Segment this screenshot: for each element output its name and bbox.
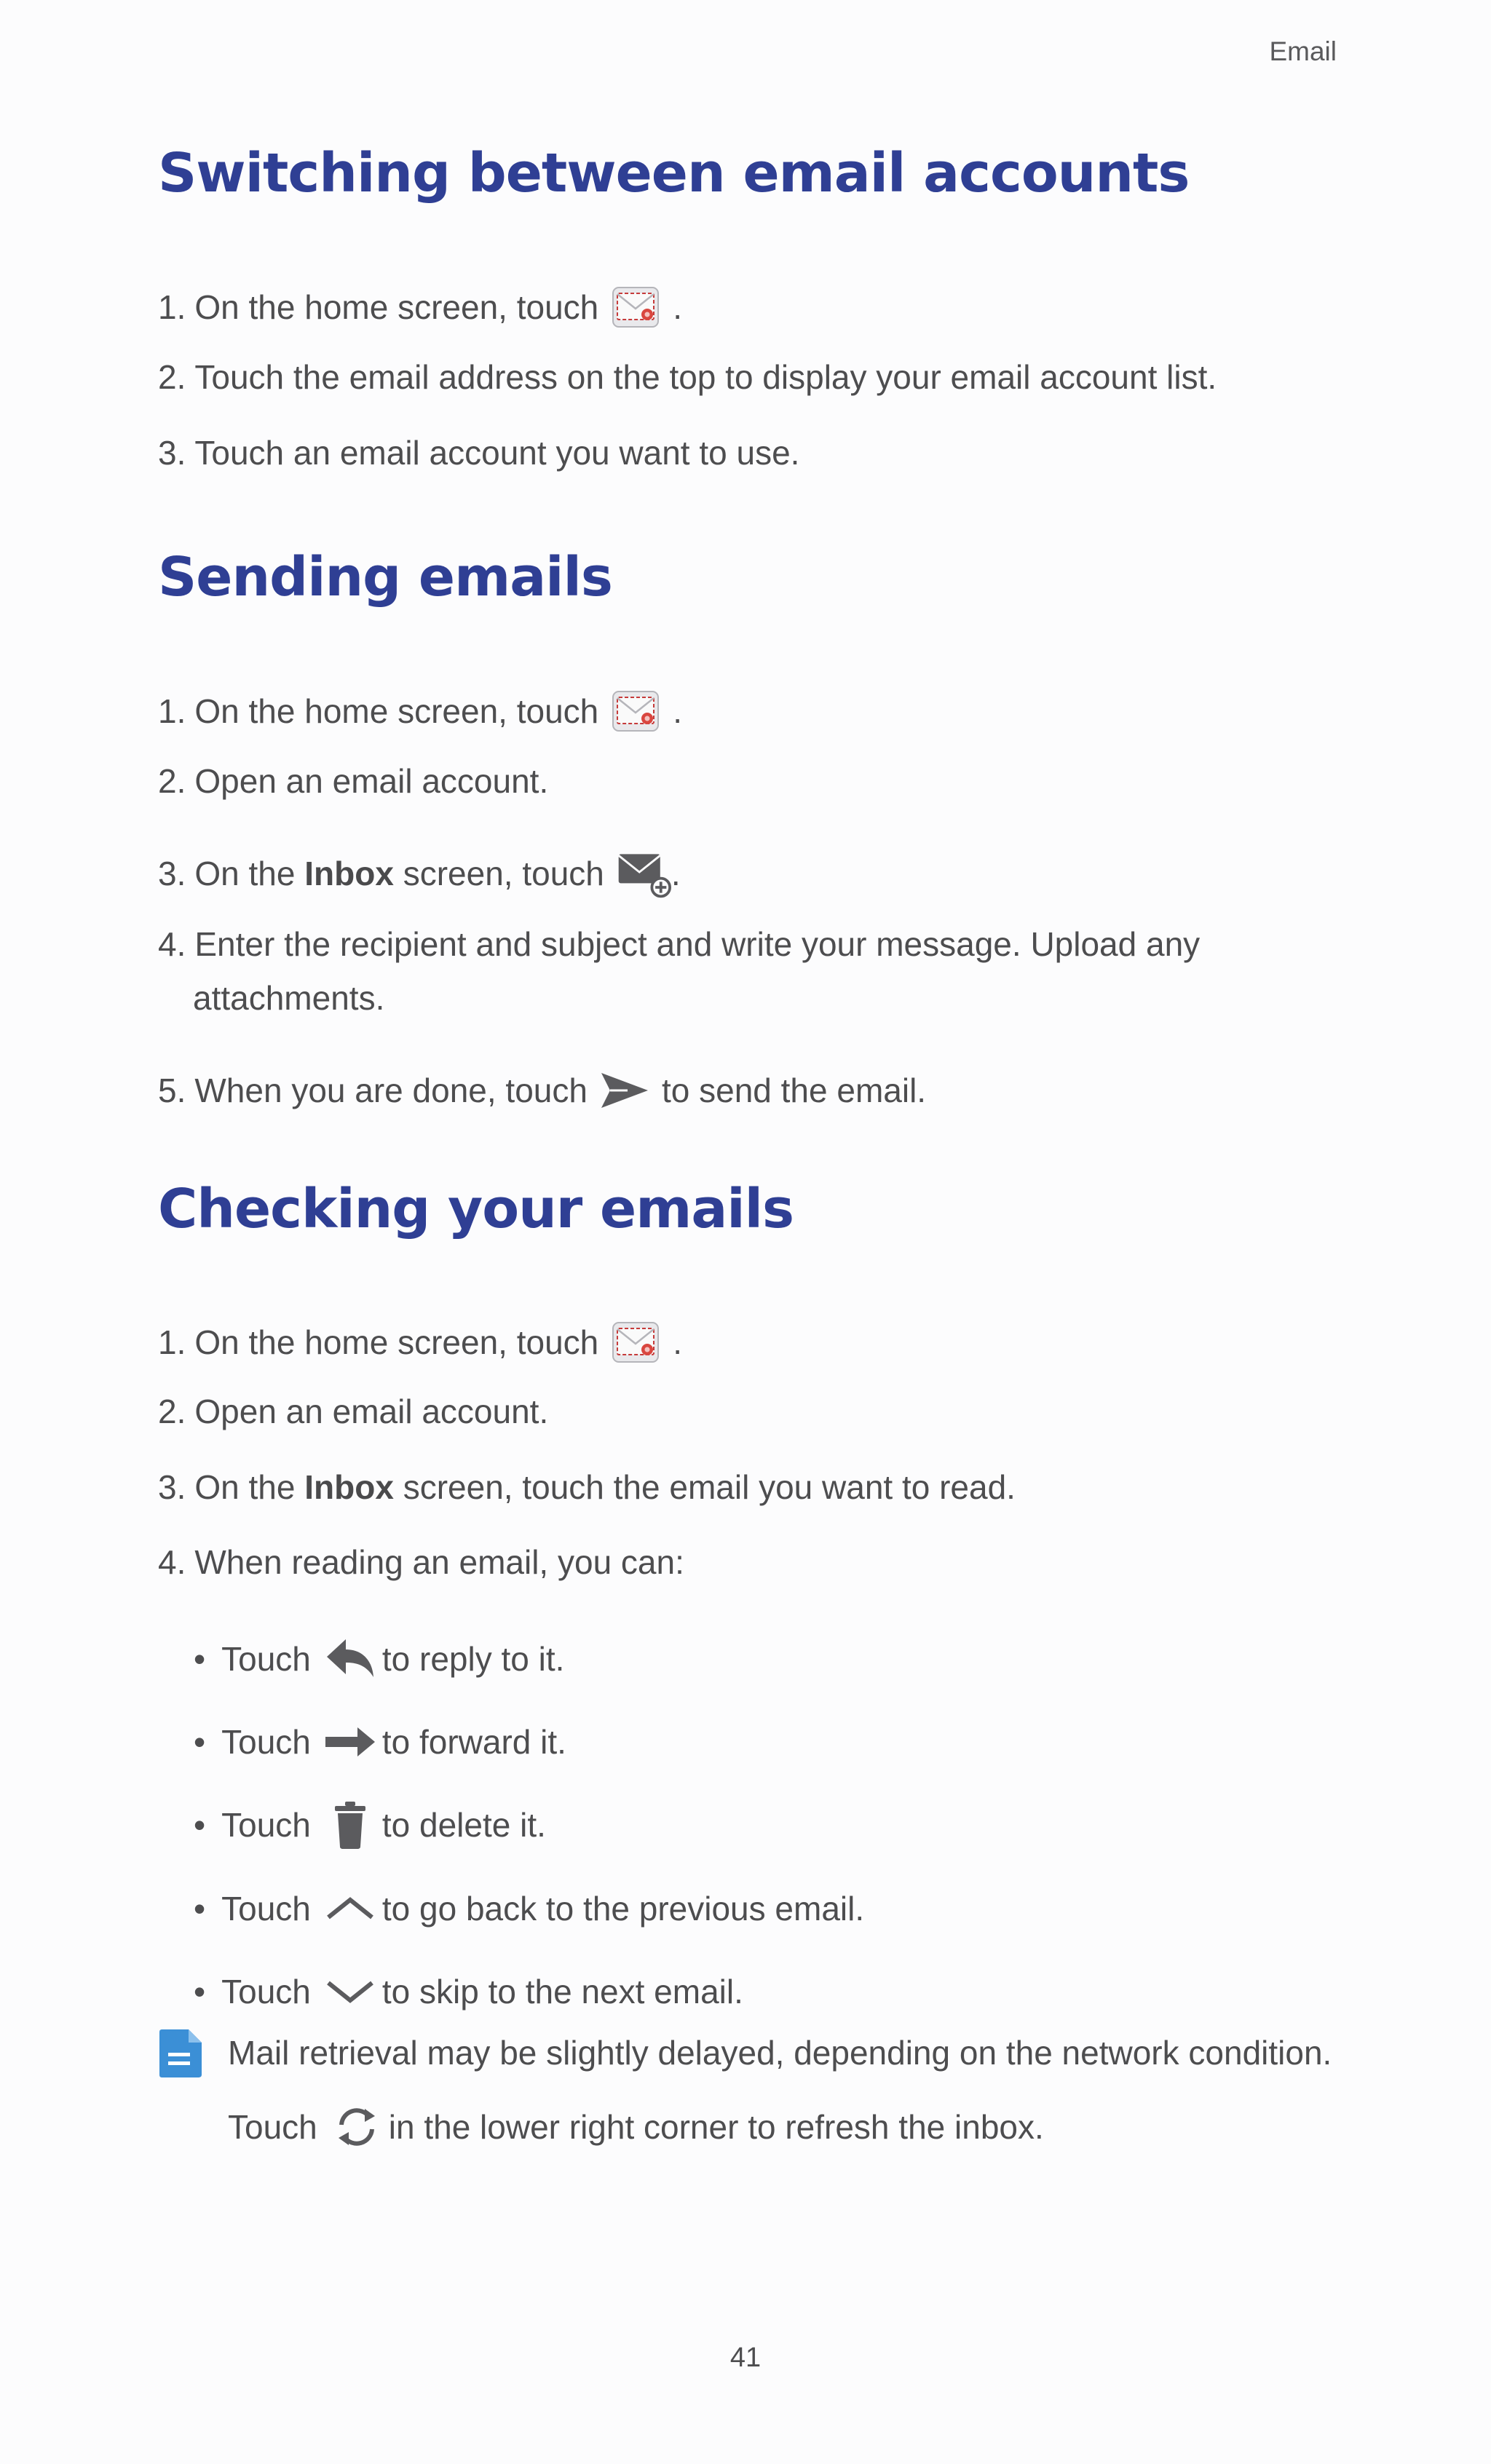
section-title-sending-emails: Sending emails (158, 546, 612, 609)
step-2: 2. Open an email account. (158, 762, 549, 800)
step-5: 5. When you are done, touch to send the email. (158, 1064, 926, 1117)
step-3: 3. Touch an email account you want to use. (158, 434, 800, 472)
email-app-icon (607, 685, 664, 737)
step-4: 4. Enter the recipient and subject and write your message. Upload any (158, 925, 1201, 963)
email-app-icon (607, 1316, 664, 1368)
step-2: 2. Open an email account. (158, 1393, 549, 1430)
note-line-2: Touch in the lower right corner to refresh the inbox. (228, 2101, 1044, 2153)
bullet-delete: • Touch to delete it. (194, 1799, 546, 1851)
step-2: 2. Touch the email address on the top to display your email account list. (158, 358, 1217, 396)
reply-icon (323, 1633, 378, 1685)
step-1: 1. On the home screen, touch . (158, 685, 682, 737)
note-line-1: Mail retrieval may be slightly delayed, depending on the network condition. (228, 2034, 1332, 2072)
step-3: 3. On the Inbox screen, touch . (158, 847, 681, 900)
bullet-reply: • Touch to reply to it. (194, 1633, 564, 1685)
email-app-icon (607, 281, 664, 333)
chevron-up-icon (323, 1882, 378, 1935)
send-icon (596, 1064, 653, 1117)
running-header: Email (1269, 36, 1337, 66)
step-3: 3. On the Inbox screen, touch the email you want to read. (158, 1468, 1016, 1506)
section-title-checking-emails: Checking your emails (158, 1178, 794, 1240)
step-1: 1. On the home screen, touch . (158, 1316, 682, 1368)
trash-icon (323, 1799, 378, 1851)
compose-email-icon (614, 847, 671, 900)
step-4: 4. When reading an email, you can: (158, 1543, 684, 1581)
note-document-icon (158, 2028, 203, 2083)
section-title-switching-accounts: Switching between email accounts (158, 142, 1190, 205)
refresh-icon (329, 2101, 384, 2153)
bullet-forward: • Touch to forward it. (194, 1716, 566, 1768)
step-1: 1. On the home screen, touch . (158, 281, 682, 333)
bullet-previous: • Touch to go back to the previous email. (194, 1882, 864, 1935)
page-number: 41 (729, 2342, 762, 2373)
bullet-next: • Touch to skip to the next email. (194, 1965, 743, 2018)
step-4-continuation: attachments. (193, 979, 385, 1017)
forward-icon (323, 1716, 378, 1768)
chevron-down-icon (323, 1965, 378, 2018)
